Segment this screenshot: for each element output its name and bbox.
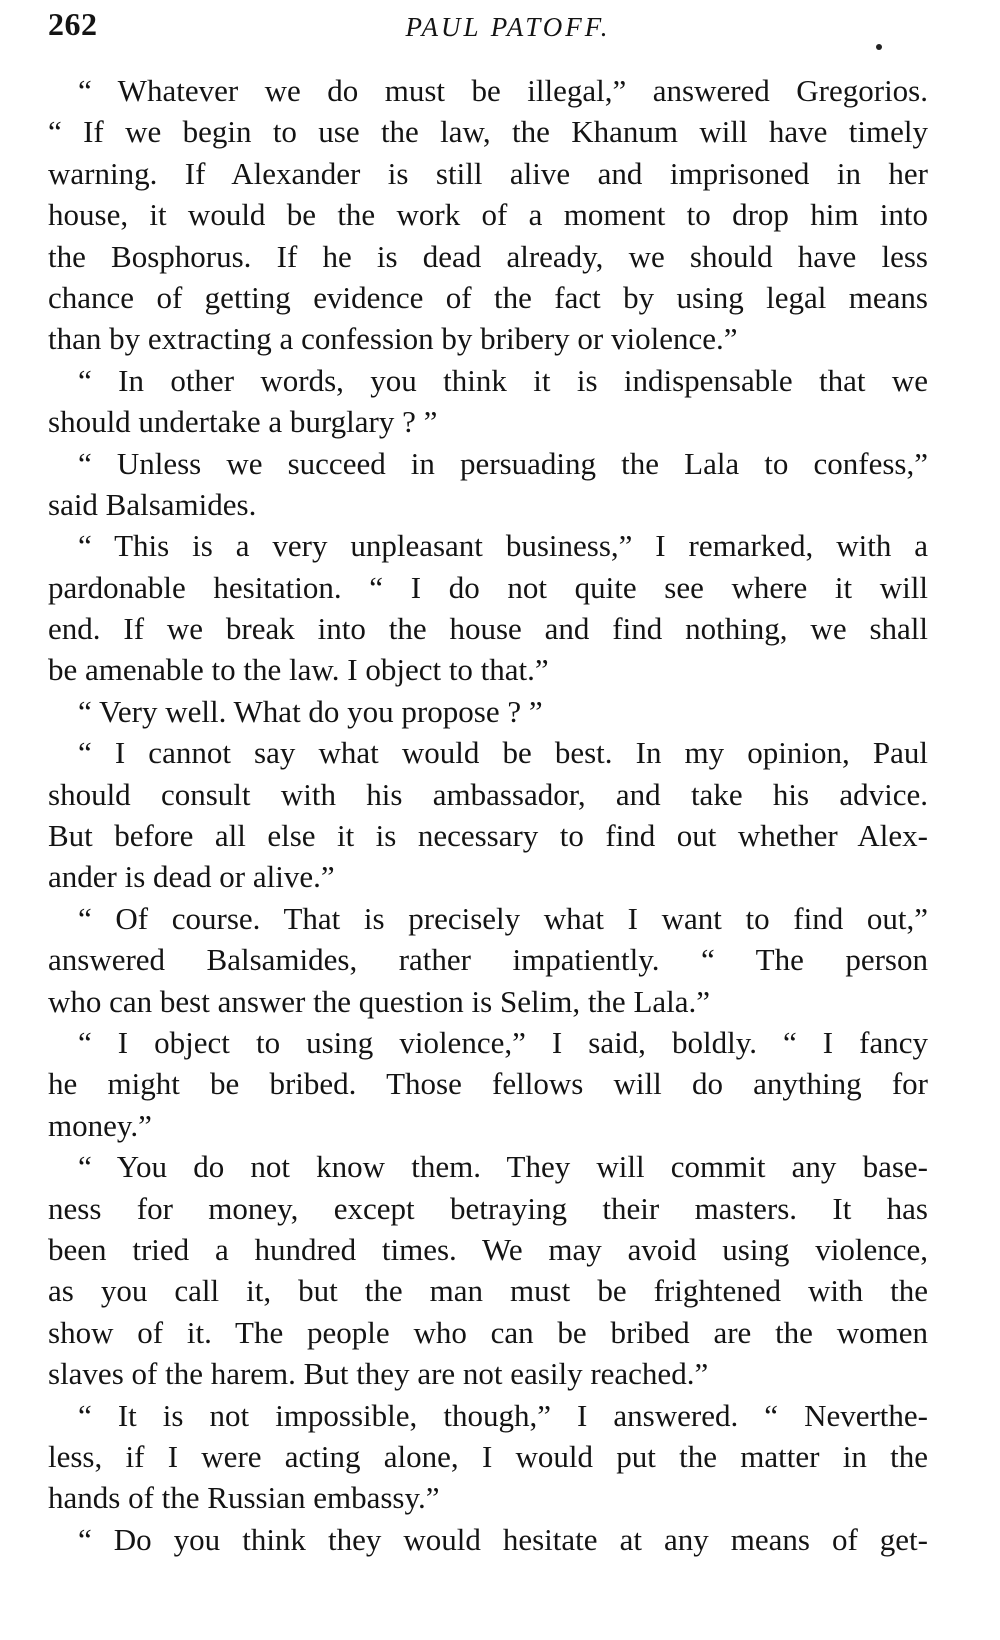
text-line: “ If we begin to use the law, the Khanum will have timely: [48, 114, 928, 150]
text-line: “ Whatever we do must be illegal,” answered Gregorios.: [78, 73, 928, 108]
text-line: he might be bribed. Those fellows will do anything for: [48, 1066, 928, 1102]
text-line: ander is dead or alive.”: [48, 859, 335, 895]
text-line: “ Do you think they would hesitate at any means of get-: [78, 1521, 928, 1557]
text-line: should undertake a burglary ? ”: [48, 404, 438, 440]
text-line: “ Unless we succeed in persuading the Lala to confess,”: [78, 445, 928, 481]
text-line: “ It is not impossible, though,” I answered. “ Neverthe-: [78, 1397, 928, 1433]
text-line: money.”: [48, 1107, 152, 1143]
text-line: “ Very well. What do you propose ? ”: [78, 693, 543, 729]
page-header: [48, 6, 968, 50]
text-line: said Balsamides.: [48, 486, 257, 522]
text-line: warning. If Alexander is still alive and imprisoned in her: [48, 155, 928, 191]
text-line: house, it would be the work of a moment to drop him into: [48, 197, 928, 233]
text-line: hands of the Russian embassy.”: [48, 1480, 440, 1516]
text-line: been tried a hundred times. We may avoid using violence,: [48, 1231, 928, 1267]
text-line: But before all else it is necessary to find out whether Alex-: [48, 818, 928, 854]
text-line: end. If we break into the house and find nothing, we shall: [48, 611, 928, 647]
text-line: who can best answer the question is Selim, the Lala.”: [48, 983, 711, 1019]
text-line: “ This is a very unpleasant business,” I remarked, with a: [78, 528, 928, 564]
text-line: be amenable to the law. I object to that.”: [48, 652, 549, 688]
page-number: 262: [48, 6, 98, 42]
text-line: should consult with his ambassador, and take his advice.: [48, 776, 928, 812]
text-line: pardonable hesitation. “ I do not quite see where it will: [48, 569, 928, 605]
ink-speck: [876, 44, 882, 50]
text-line: ness for money, except betraying their masters. It has: [48, 1190, 928, 1226]
text-line: “ I object to using violence,” I said, boldly. “ I fancy: [78, 1024, 928, 1060]
running-title: PAUL PATOFF.: [405, 12, 611, 42]
text-line: “ In other words, you think it is indispensable that we: [78, 362, 928, 398]
text-line: show of it. The people who can be bribed are the women: [48, 1314, 928, 1350]
text-line: as you call it, but the man must be frightened with the: [48, 1273, 928, 1309]
text-line: than by extracting a confession by bribery or violence.”: [48, 321, 738, 357]
text-line: the Bosphorus. If he is dead already, we should have less: [48, 238, 928, 274]
text-line: chance of getting evidence of the fact by using legal means: [48, 279, 928, 315]
text-line: “ I cannot say what would be best. In my opinion, Paul: [78, 735, 928, 771]
text-line: answered Balsamides, rather impatiently. “ The person: [48, 942, 928, 978]
text-line: less, if I were acting alone, I would put the matter in the: [48, 1438, 928, 1474]
text-line: slaves of the harem. But they are not easily reached.”: [48, 1356, 709, 1392]
text-line: “ Of course. That is precisely what I want to find out,”: [78, 900, 928, 936]
body-text: [48, 70, 928, 1560]
text-line: “ You do not know them. They will commit any base-: [78, 1149, 928, 1185]
